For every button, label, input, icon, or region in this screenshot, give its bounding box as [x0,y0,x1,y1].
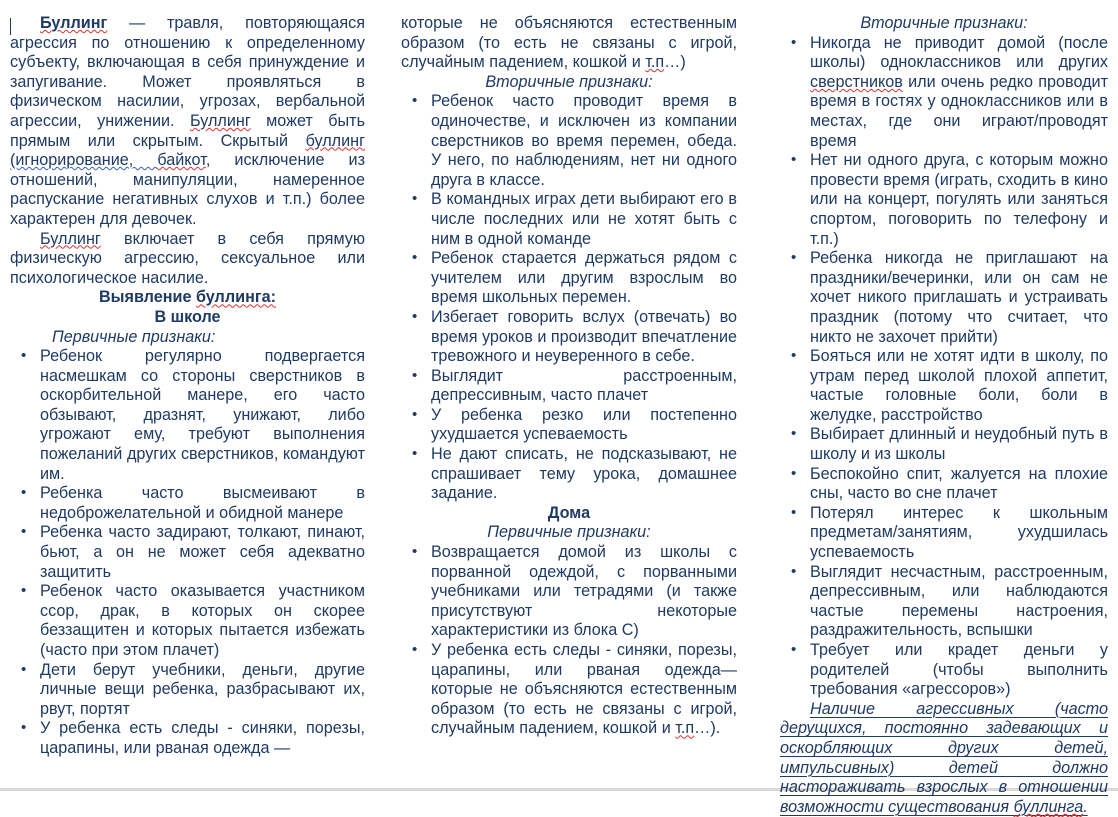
misspelled-abbrev: т.п [675,719,695,738]
list-item: • У ребенка резко или постепенно ухудшается успеваемость [401,406,737,445]
conclusion-tail: . [1083,797,1088,816]
list-item: • Выбирает длинный и неудобный путь в школу и из школы [780,425,1108,464]
list-item: • Выглядит расстроенным, депрессивным, часто плачет [401,367,737,406]
heading-at-home: Дома [547,503,591,522]
paragraph-conclusion [780,700,1108,817]
list-item: • Ребенок часто проводит время в одиночестве, и исключен из компании сверстников во время перемен, обеда. У него, по наблюдениям, нет ни одного друга в классе. [401,92,737,190]
paragraph-definition [10,14,365,230]
subheading-secondary-signs: Вторичные признаки: [485,72,653,91]
list-item: • Ребенок старается держаться рядом с учителем или другим взрослым во время школьных перемен. [401,249,737,308]
term-bullying-3: буллинг [305,131,365,150]
list-item: • У ребенка есть следы - синяки, порезы, царапины, или рваная одежда — [10,719,365,758]
list-item: • Беспокойно спит, жалуется на плохие сны, часто во сне плачет [780,465,1108,504]
paragraph-includes [10,230,365,289]
list-item: • Дети берут учебники, деньги, другие личные вещи ребенка, разбрасывают их, рвут, портят [10,661,365,720]
continued-tail: …) [664,53,686,72]
list-item [780,34,1108,152]
secondary-signs-school-list [401,92,737,503]
misspelled-peers: сверстников [810,72,903,91]
paragraph-continued-from-col1 [401,14,737,73]
column-left [0,14,372,759]
heading-detection [10,288,365,308]
heading-at-school: В школе [154,307,221,326]
primary-signs-home-list [401,543,737,739]
list-item: • Потерял интерес к школьным предметам/занятиям, ухудшилась успеваемость [780,504,1108,563]
three-column-layout [0,14,1118,817]
list-item: • Требует или крадет деньги у родителей (чтобы выполнить требования «агрессоров») [780,641,1108,700]
column-middle [372,14,744,739]
list-item: • Избегает говорить вслух (отвечать) во время уроков и производит впечатление тревожного и неуверенного в себе. [401,308,737,367]
continued-text: которые не объясняются естественным образом (то есть не связаны с игрой, случайным падением, кошкой и [401,14,737,72]
subheading-primary-signs-home: Первичные признаки: [487,523,651,542]
list-item: • Ребенок регулярно подвергается насмешкам со стороны сверстников в оскорбительной манере, его часто обзывают, дразнят, унижают, либо угрожают ему, требуют выполнения пожеланий других сверстников, командуют им. [10,347,365,484]
list-item: • Нет ни одного друга, с которым можно провести время (играть, сходить в кино или на концерт, погулять или заняться спортом, поговорить по телефону и т.п.) [780,151,1108,249]
definition-text: — травля, повторяющаяся агрессия по отношению к определенному субъекту, включающая в себя принуждение и запугивание. Может проявляться в физическом насилии, угрозах, вербальной агрессии, унижении. [10,14,365,130]
subheading-primary-signs: Первичные признаки: [52,327,216,346]
definition-text-2: может быть прямым или скрытым. Скрытый [10,111,365,150]
grammar-flagged-text: (игнорирование, [10,151,158,170]
list-item-text: Никогда не приводит домой (после школы) одноклассников или других [810,33,1108,72]
list-item-tail: …). [694,719,721,738]
list-item-text: У ребенка есть следы - синяки, порезы, царапины, или рваная одежда— которые не объясняются естественным образом (то есть не связаны с игрой, случайным падением, кошкой и [431,641,737,738]
list-item: • Ребенок часто оказывается участником ссор, драк, в которых он скорее беззащитен и которых пытается избежать (часто при этом плачет) [10,582,365,660]
list-item-tail: или очень редко проводит время в гостях у одноклассников или в местах, где они играют/проводят время [810,72,1108,150]
term-bullying: Буллинг [40,14,108,32]
column-right [744,14,1118,817]
misspelled-boycott: байкот [157,151,206,170]
list-item: • Бояться или не хотят идти в школу, по утрам перед школой плохой аппетит, частые головные боли, боли в желудке, расстройство [780,347,1108,425]
term-bullying-4: Буллинг [40,229,101,248]
heading-detection-part2: буллинга: [195,288,276,307]
list-item: • В командных играх дети выбирают его в числе последних или не хотят быть с ним в одной команде [401,190,737,249]
list-item: • Возвращается домой из школы с порванной одеждой, с порванными учебниками или тетрадями (и также присутствуют некоторые характеристики из блока С) [401,543,737,641]
includes-text: включает в себя прямую физическую агрессию, сексуальное или психологическое насилие. [10,229,365,287]
secondary-signs-home-list [780,34,1108,700]
list-item: • Ребенка часто высмеивают в недоброжелательной и обидной манере [10,484,365,523]
subheading-secondary-signs-home: Вторичные признаки: [860,14,1028,32]
list-item: • Выглядит несчастным, расстроенным, депрессивным, или наблюдаются частые перемены настроения, раздражительность, вспышки [780,563,1108,641]
conclusion-text: Наличие агрессивных (часто дерущихся, постоянно задевающих и оскорбляющих других детей, импульсивных) детей должно настораживать взрослых в отношении возможности существования [780,699,1108,816]
primary-signs-school-list [10,347,365,758]
term-bullying-2: Буллинг [189,111,251,130]
list-item: • Не дают списать, не подсказывают, не спрашивает тему урока, домашнее задание. [401,445,737,504]
definition-text-3: , исключение из отношений, манипуляции, намеренное распускание негативных слухов и т.п.) более характерен для девочек. [10,151,365,228]
list-item [401,641,737,739]
list-item: • Ребенка никогда не приглашают на праздники/вечеринки, или он сам не хочет никого приглашать и устраивать праздник (потому что считает, что никто не захочет прийти) [780,249,1108,347]
list-item: • Ребенка часто задирают, толкают, пинают, бьют, а он не может себя адекватно защитить [10,523,365,582]
misspelled-bullying: буллинга [1013,797,1084,816]
misspelled-abbrev: т.п [645,53,665,72]
heading-detection-part1: Выявление [98,288,196,307]
